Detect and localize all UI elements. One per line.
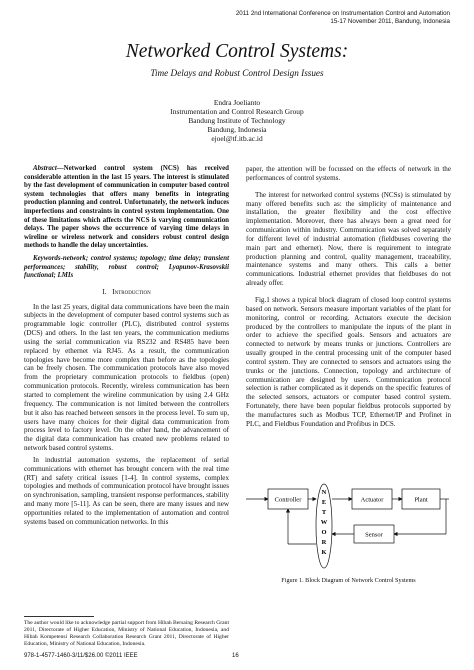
- author-name: Endra Joelianto: [213, 98, 261, 107]
- right-paragraph-continued: paper, the attention will be focussed on the effects of network in the performances of control systems.: [246, 165, 451, 182]
- keywords-text: control systems; topology; time delay; transient performances; stability, robust control; Lyapunov-Krasovskii functional; LMIs: [24, 254, 229, 280]
- section-name: Introduction: [112, 286, 151, 296]
- sensor-label: Sensor: [365, 531, 383, 539]
- figure-caption: Figure 1. Block Diagram of Network Control Systems: [281, 577, 416, 584]
- conference-line-1: 2011 2nd International Conference on Instrumentation Control and Automation: [235, 10, 450, 17]
- paper-subtitle: Time Delays and Robust Control Design Issues: [150, 68, 324, 78]
- conference-line-2: 15-17 November 2011, Bandung, Indonesia: [330, 17, 450, 25]
- keywords: [24, 255, 229, 281]
- author-affiliation-1: Instrumentation and Control Research Group: [170, 107, 304, 116]
- right-column: [246, 165, 451, 432]
- controller-label: Controller: [274, 496, 302, 504]
- section-heading-introduction: [24, 288, 229, 297]
- author-email: ejoel@tf.itb.ac.id: [211, 134, 263, 143]
- right-paragraph-2: Fig.1 shows a typical block diagram of closed loop control systems based on network. Sensors measure important variables of the plant for monitoring, control or recording. Actuators execute the decision produced by the controllers to manipulate the inputs of the plant in order to achieve the specified goals. Sensors and actuators are connected to network by means trunks or junctions. Controllers are usually grouped in the central processing unit of the computer based control system. They are connected to sensors and actuators using the trunks or the junctions. Connection, topology and architecture of communication are designed by users. Communication protocol selection is rather complicated as it depends on the specific features of the selected sensors, actuators or computer based control system. Fortunately, there have been popular fieldbus protocols supported by the manufactures such as Modbus TCP, Ethernet/IP and Profinet in PLC, and Fieldbus Foundation and Profibus in DCS.: [246, 295, 451, 428]
- block-diagram-figure: [246, 482, 451, 572]
- footer-isbn: 978-1-4577-1460-3/11/$26.00 ©2011 IEEE: [24, 653, 138, 659]
- paper-title: Networked Control Systems:: [125, 41, 349, 62]
- page-number: 16: [232, 653, 239, 659]
- conference-header: [236, 10, 450, 25]
- section-numeral: I.: [102, 286, 107, 296]
- left-column: [24, 165, 229, 530]
- author-city: Bandung, Indonesia: [207, 125, 267, 134]
- footnote-rule: [24, 616, 94, 617]
- abstract-label: Abstract: [33, 165, 57, 172]
- network-letter: K: [321, 549, 327, 556]
- footnote: The author would like to acknowledge partial support from Hibah Bersaing Research Grant 2011, Directorate of Higher Education, Ministry of National Education, Indonesia, and Hibah Kompetensi Research Collaboration Research Grant 2011, Directorate of Higher Education, Ministry of National Education, Indonesia.: [24, 620, 229, 647]
- plant-label: Plant: [414, 496, 428, 504]
- network-letter: T: [321, 509, 327, 516]
- network-letter: W: [320, 519, 328, 526]
- intro-paragraph-1: In the last 25 years, digital data communications have been the main subjects in the development of computer based control systems such as programmable logic controller (PLC), distributed control systems (DCS) and others. In the last ten years, the communication mediums using the serial communication via RS232 and RS485 have been replaced by ethernet via RJ45. As a result, the communication topologies have become more complex than before as the topologies can be freely chosen. The communication protocols have also moved from the proprietary communication protocols to fieldbus (open) communication protocols. Recently, wireless communication has been started to complement the wireline communication by using 2.4 GHz frequency. The communication is not limited between the controllers but it also has reached between sensors in the process level. To sum up, users have many choices for their digital data communication from process level to factory level. On the other hand, the advancement of the digital data communication has created new problems related to network based control systems.: [24, 302, 229, 453]
- network-letter: R: [321, 539, 327, 546]
- author-block: [0, 98, 474, 143]
- right-paragraph-1: The interest for networked control systems (NCSs) is stimulated by many offered benefits such as: the simplicity of maintenance and installation, the greater flexibility and the cost effective implementation. Moreover, there has always been a great need for communication within industry. Communication was solved separately for different level of industrial automation (fieldbuses covering the main part and ethernet). Now, there is requirement to integrate production planning and control, quality management, traceability, maintenance systems and many others. This calls a better communications. Industrial ethernet provides that fieldbuses do not already offer.: [246, 190, 451, 288]
- actuator-label: Actuator: [360, 496, 384, 504]
- network-letter: O: [321, 529, 327, 536]
- abstract: [24, 165, 229, 251]
- intro-paragraph-2: In industrial automation systems, the replacement of serial communications with ethernet has brought concern with the real time (RT) and safety critical issues [1-4]. In control systems, complex topologies and methods of communication protocol have brought issues on synchronisation, sampling, transient response performances, stability and many more [5-11]. As can be seen, there are many issues and new opportunities related to the implementation of automation and control systems based on communication networks. In this: [24, 455, 229, 526]
- author-affiliation-2: Bandung Institute of Technology: [188, 116, 286, 125]
- network-letter: E: [321, 499, 327, 506]
- abstract-text: —Networked control system (NCS) has received considerable attention in the last 15 years. The interest is stimulated by the fast development of communication in computer based control system technologies that offers many benefits in integrating production planning and control. Unfortunately, the network induces imperfections and constraints in control system implementation. One of these limitations which affects the NCS is varying communication delays. The paper shows the occurrence of varying time delays in wireline or wireless network and considers robust control design methods to handle the delay uncertainties.: [24, 165, 229, 250]
- network-letter: N: [321, 489, 327, 496]
- keywords-label: Keywords-network;: [33, 254, 89, 262]
